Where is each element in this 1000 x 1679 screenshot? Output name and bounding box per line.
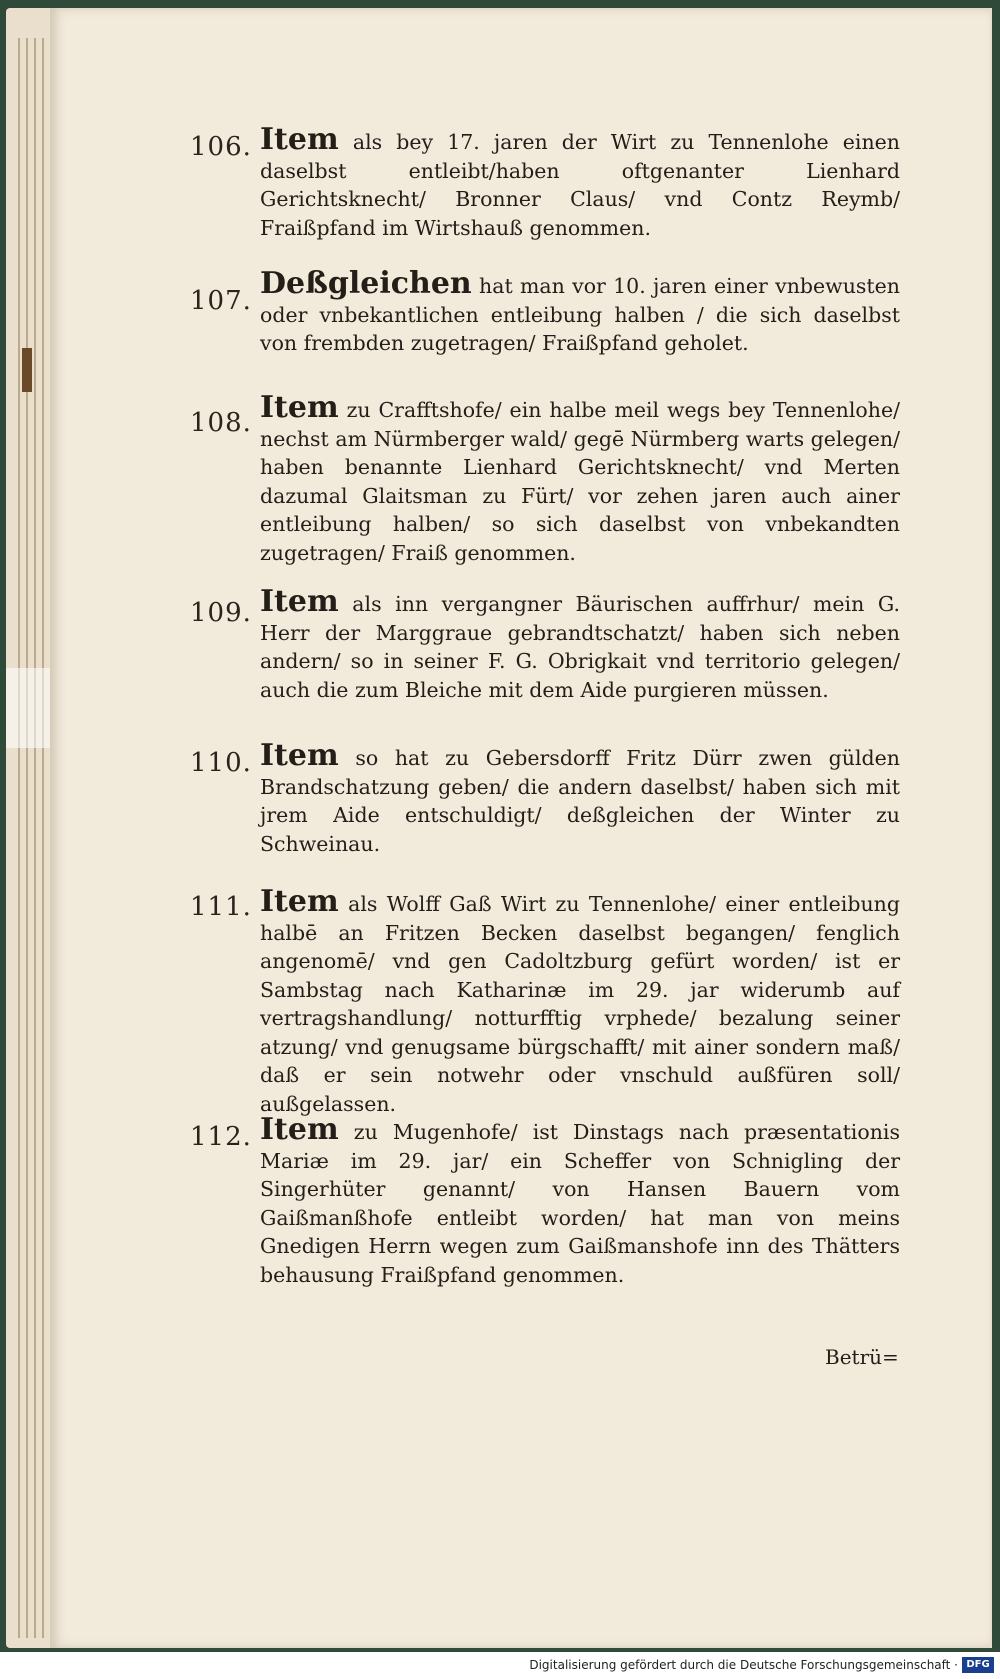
entry-body: als inn vergangner Bäurischen auffrhur/ mein G. Herr der Marggraue gebrandtschatzt/ haben sich neben andern/ so in seiner F. G. Obrigkait vnd territorio gelegen/ auch die zum Bleiche mit dem Aide purgieren müssen. xyxy=(260,592,900,702)
entry-text xyxy=(260,266,900,358)
page-edge xyxy=(34,38,36,1638)
entry-body: zu Mugenhofe/ ist Dinstags nach præsentationis Mariæ im 29. jar/ ein Scheffer von Schnigling der Singerhüter genannt/ von Hansen Bauern vom Gaißmanßhofe entleibt worden/ hat man von meins Gnedigen Herrn wegen zum Gaißmanshofe inn des Thätters behausung Fraißpfand genommen. xyxy=(260,1120,900,1287)
page-edge xyxy=(42,38,44,1638)
entry-lead-word: Item xyxy=(260,122,339,157)
entry-number: 112. xyxy=(190,1122,252,1152)
entry-body: hat man vor 10. jaren einer vnbewusten oder vnbekantlichen entleibung halben / die sich daselbst von frembden zugetragen/ Fraißpfand geholet. xyxy=(260,274,900,355)
entry-body: als bey 17. jaren der Wirt zu Tennenlohe einen daselbst entleibt/haben oftgenanter Lienhard Gerichtsknecht/ Bronner Claus/ vnd Contz Reymb/ Fraißpfand im Wirtshauß genommen. xyxy=(260,130,900,240)
dfg-logo-icon: DFG xyxy=(962,1657,994,1673)
entry-lead-word: Item xyxy=(260,738,339,773)
bookmark-tab xyxy=(22,348,32,392)
entry-number: 111. xyxy=(190,892,252,922)
entry-text xyxy=(260,584,900,704)
entry-text xyxy=(260,884,900,1118)
footer-credit: Digitalisierung gefördert durch die Deutsche Forschungsgemeinschaft · xyxy=(529,1658,958,1672)
page-edge xyxy=(18,38,20,1638)
entry-number: 107. xyxy=(190,286,252,316)
entry-text xyxy=(260,122,900,242)
entry-text xyxy=(260,738,900,858)
entry-lead-word: Deßgleichen xyxy=(260,266,472,301)
entry-number: 108. xyxy=(190,408,252,438)
entry-lead-word: Item xyxy=(260,390,339,425)
entry-text xyxy=(260,1112,900,1289)
entry-text xyxy=(260,390,900,567)
catchword: Betrü= xyxy=(825,1345,899,1369)
entry-lead-word: Item xyxy=(260,884,339,919)
page-edge xyxy=(26,38,28,1638)
entry-lead-word: Item xyxy=(260,1112,339,1147)
entry-number: 109. xyxy=(190,598,252,628)
entry-body: so hat zu Gebersdorff Fritz Dürr zwen gülden Brandschatzung geben/ die andern daselbst/ haben sich mit jrem Aide entschuldigt/ deßgleichen der Winter zu Schweinau. xyxy=(260,746,900,856)
entry-body: zu Crafftshofe/ ein halbe meil wegs bey Tennenlohe/ nechst am Nürmberger wald/ gegē Nürmberg warts gelegen/ haben benannte Lienhard Gerichtsknecht/ vnd Merten dazumal Glaitsman zu Fürt/ vor zehen jaren auch ainer entleibung halben/ so sich daselbst von vnbekandten zugetragen/ Fraiß genommen. xyxy=(260,398,900,565)
entry-number: 110. xyxy=(190,748,252,778)
entry-body: als Wolff Gaß Wirt zu Tennenlohe/ einer entleibung halbē an Fritzen Becken daselbst begangen/ fenglich angenomē/ vnd gen Cadoltzburg gefürt worden/ ist er Sambstag nach Katharinæ im 29. jar widerumb auf vertragshandlung/ notturfftig vrphede/ bezalung seiner atzung/ vnd genugsame bürgschafft/ mit ainer sondern maß/ daß er sein notwehr oder vnschuld außfüren soll/ außgelassen. xyxy=(260,892,900,1116)
entry-number: 106. xyxy=(190,132,252,162)
book-page xyxy=(50,8,990,1648)
footer-bar xyxy=(0,1652,1000,1679)
entry-lead-word: Item xyxy=(260,584,339,619)
